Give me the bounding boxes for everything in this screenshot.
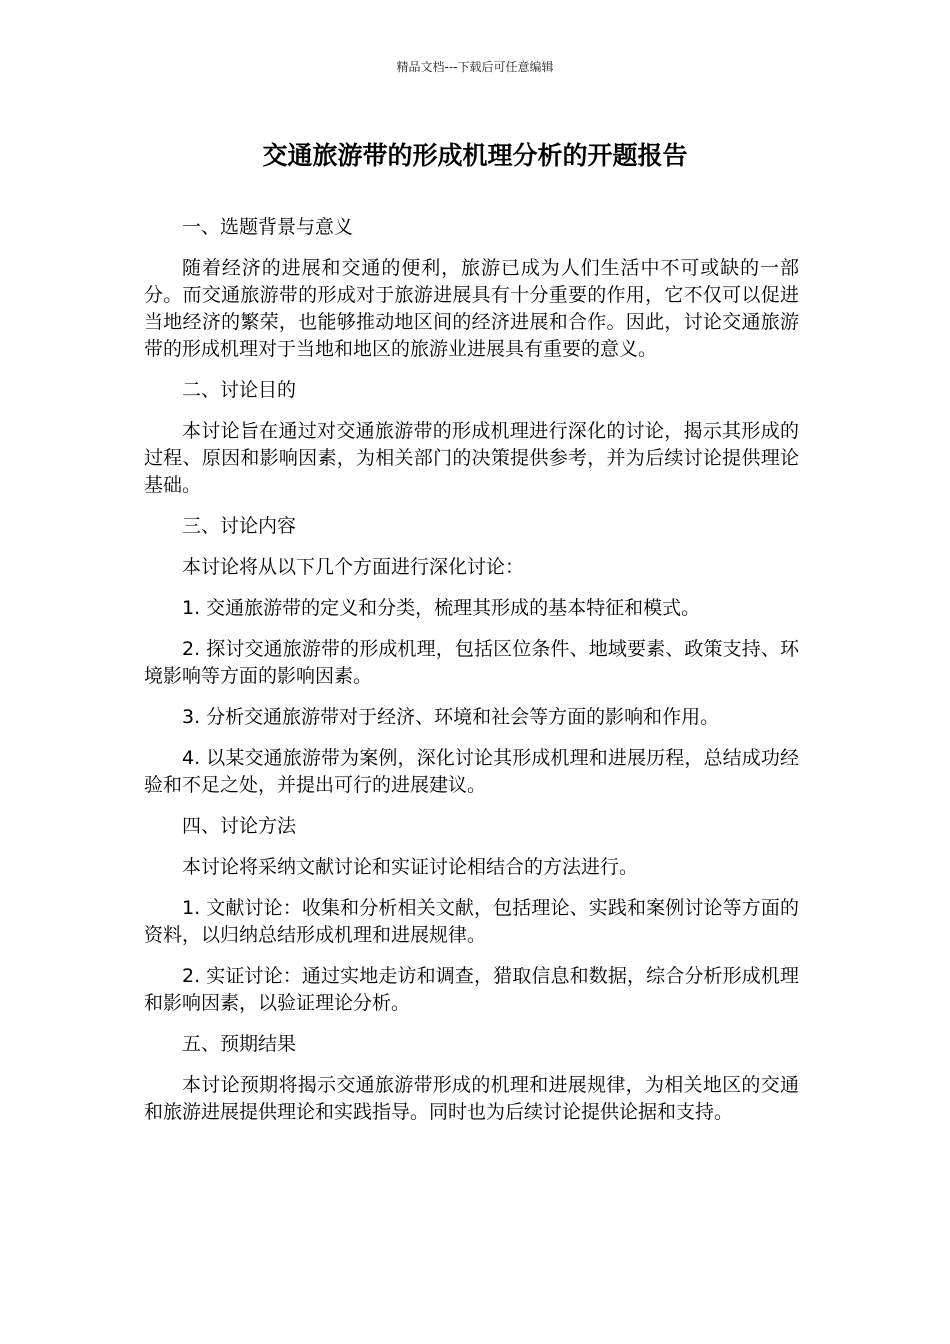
section-heading: 五、预期结果: [182, 1033, 297, 1055]
section-heading: 二、讨论目的: [182, 379, 297, 401]
section-content: [144, 513, 799, 799]
list-item: 2. 实证讨论：通过实地走访和调查，猎取信息和数据，综合分析形成机理和影响因素，以验证理论分析。: [144, 965, 799, 1014]
section-methods: [144, 813, 799, 1017]
section-heading: 四、讨论方法: [182, 815, 297, 837]
list-item: 3. 分析交通旅游带对于经济、环境和社会等方面的影响和作用。: [182, 706, 720, 728]
document-title: 交通旅游带的形成机理分析的开题报告: [262, 141, 688, 170]
section-heading: 一、选题背景与意义: [182, 216, 354, 238]
paragraph: 本讨论将从以下几个方面进行深化讨论：: [182, 556, 525, 578]
paragraph: 本讨论预期将揭示交通旅游带形成的机理和进展规律，为相关地区的交通和旅游进展提供理论和实践指导。同时也为后续讨论提供论据和支持。: [144, 1074, 799, 1123]
paragraph: 随着经济的进展和交通的便利，旅游已成为人们生活中不可或缺的一部分。而交通旅游带的形成对于旅游进展具有十分重要的作用，它不仅可以促进当地经济的繁荣，也能够推动地区间的经济进展和合作。因此，讨论交通旅游带的形成机理对于当地和地区的旅游业进展具有重要的意义。: [144, 257, 799, 360]
list-item: 1. 交通旅游带的定义和分类，梳理其形成的基本特征和模式。: [182, 597, 701, 619]
list-item: 1. 文献讨论：收集和分析相关文献，包括理论、实践和案例讨论等方面的资料，以归纳总结形成机理和进展规律。: [144, 897, 799, 946]
document-body: [144, 214, 799, 1140]
section-expected-results: [144, 1031, 799, 1126]
paragraph: 本讨论旨在通过对交通旅游带的形成机理进行深化的讨论，揭示其形成的过程、原因和影响因素，为相关部门的决策提供参考，并为后续讨论提供理论基础。: [144, 420, 799, 496]
list-item: 2. 探讨交通旅游带的形成机理，包括区位条件、地域要素、政策支持、环境影响等方面的影响因素。: [144, 638, 799, 687]
section-background: [144, 214, 799, 363]
list-item: 4. 以某交通旅游带为案例，深化讨论其形成机理和进展历程，总结成功经验和不足之处，并提出可行的进展建议。: [144, 747, 799, 796]
section-purpose: [144, 377, 799, 499]
section-heading: 三、讨论内容: [182, 515, 297, 537]
header-note: 精品文档---下载后可任意编辑: [396, 60, 554, 74]
paragraph: 本讨论将采纳文献讨论和实证讨论相结合的方法进行。: [182, 856, 639, 878]
